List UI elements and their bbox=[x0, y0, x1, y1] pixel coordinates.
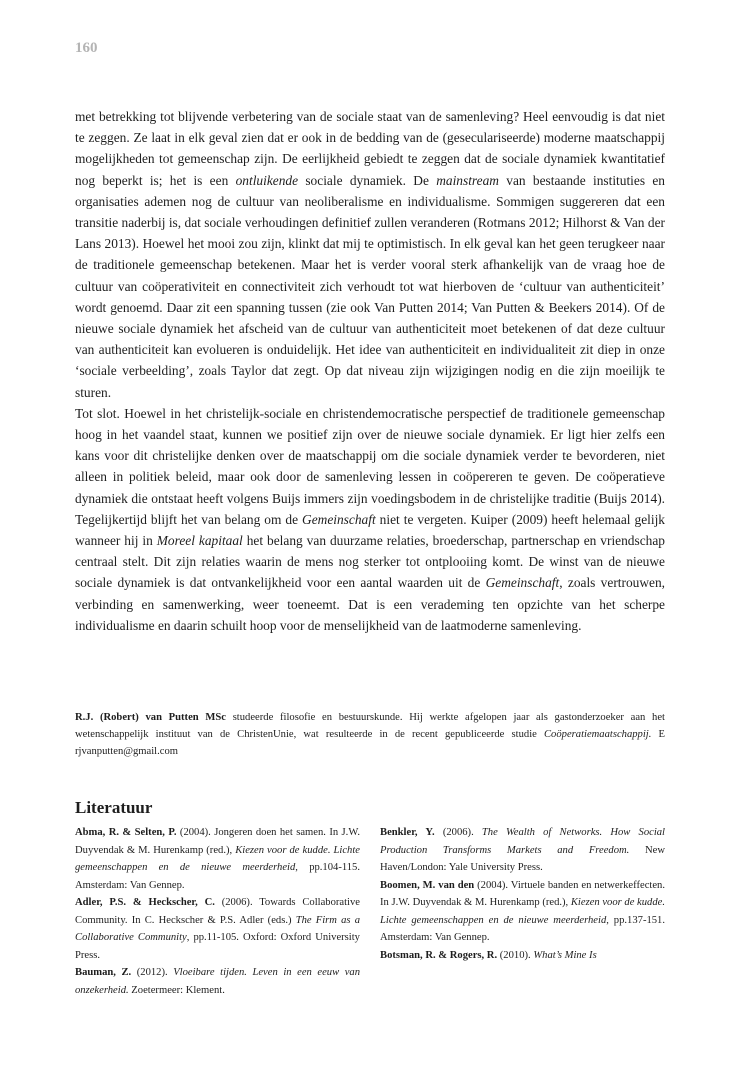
paragraph bbox=[75, 403, 665, 636]
text-run: sociale dynamiek. De bbox=[298, 172, 437, 188]
italic-text: Kiezen voor de kudde. Lichte gemeenschappen en de nieuwe meerderheid bbox=[75, 844, 360, 873]
bold-text: Abma, R. & Selten, P. bbox=[75, 827, 177, 838]
bold-text: Adler, P.S. & Heckscher, C. bbox=[75, 897, 215, 908]
bold-text: Bauman, Z. bbox=[75, 967, 132, 978]
italic-text: The Wealth of Networks. How Social Production Transforms Markets and Freedom. bbox=[380, 827, 665, 856]
text-run: Tot slot. Hoewel in het christelijk-sociale en christendemocratische perspectief de traditionele gemeenschap hoog in het vaandel staat, kunnen we positief zijn over de nieuwe sociale dynamiek. Er ligt hier zelfs een kans voor dit christelijke denken over de maatschappij om die sociale dynamiek verder te bevorderen, niet alleen in politiek beleid, maar ook door de samenleving lessen in coöpereren te geven. De coöperatieve dynamiek die ontstaat heeft volgens Buijs immers zijn voedingsbodem in de christelijke traditie (Buijs 2014). Tegelijkertijd blijft het van belang om de bbox=[75, 405, 665, 527]
reference-item bbox=[380, 947, 665, 965]
italic-text: Vloeibare tijden. Leven in een eeuw van onzekerheid. bbox=[75, 967, 360, 996]
reference-item bbox=[75, 894, 360, 964]
text-run: , pp.137-151. Amsterdam: Van Gennep. bbox=[380, 914, 666, 943]
paragraph bbox=[75, 106, 665, 403]
text-run: (2006). bbox=[434, 827, 482, 838]
italic-text: Moreel kapitaal bbox=[156, 533, 243, 549]
text-run: niet te vergeten. Kuiper (2009) heeft helemaal gelijk wanneer hij in bbox=[75, 511, 665, 549]
reference-list bbox=[75, 824, 665, 999]
text-run: , zoals vertrouwen, verbinding en samenwerking, weer toeneemt. Dat is een verademing ten opzichte van het scherpe individualisme en daarin schuilt hoop voor de menselijkheid van de laatmoderne samenleving. bbox=[75, 575, 666, 633]
text-run: studeerde filosofie en bestuurskunde. Hij werkte afgelopen jaar als gastonderzoeker aan het wetenschappelijk instituut van de ChristenUnie, wat resulteerde in de recent gepubliceerde studie bbox=[75, 712, 665, 740]
body-text bbox=[75, 106, 665, 636]
bold-text: Benkler, Y. bbox=[380, 827, 435, 838]
reference-item bbox=[75, 964, 360, 999]
page-number: 160 bbox=[75, 40, 98, 56]
italic-text: What’s Mine Is bbox=[533, 949, 597, 961]
reference-item bbox=[380, 877, 665, 947]
author-bio bbox=[75, 710, 665, 760]
text-run: , pp.11-105. Oxford: Oxford University Press. bbox=[75, 932, 360, 961]
bold-text: Boomen, M. van den bbox=[380, 879, 475, 891]
italic-text: Gemeinschaft bbox=[302, 511, 376, 527]
italic-text: ontluikende bbox=[235, 172, 299, 188]
literature-heading: Literatuur bbox=[75, 798, 153, 817]
bold-text: R.J. (Robert) van Putten MSc bbox=[75, 712, 226, 723]
italic-text: Kiezen voor de kudde. Lichte gemeenschappen en de nieuwe meerderheid bbox=[380, 897, 666, 926]
text-run: (2006). Towards Collaborative Community. In C. Heckscher & P.S. Adler (eds.) bbox=[75, 897, 360, 926]
text-run: (2004). Virtuele banden en netwerkeffecten. In J.W. Duyvendak & M. Hurenkamp (red.), bbox=[380, 879, 665, 908]
reference-item bbox=[380, 824, 665, 877]
text-run: (2004). Jongeren doen het samen. In J.W. Duyvendak & M. Hurenkamp (red.), bbox=[75, 827, 360, 856]
bold-text: Botsman, R. & Rogers, R. bbox=[380, 949, 498, 961]
italic-text: mainstream bbox=[436, 172, 499, 188]
reference-item bbox=[75, 824, 360, 894]
text-run: met betrekking tot blijvende verbetering van de sociale staat van de samenleving? Heel eenvoudig is dat niet te zeggen. Ze laat in elk geval zien dat er ook in de bedding van de (geseculariseerde) moderne maatschappij mogelijkheden tot gemeenschap zijn. De eerlijkheid gebiedt te zeggen dat de sociale dynamiek kwantitatief nog beperkt is; het is een bbox=[75, 109, 665, 188]
text-run: het belang van duurzame relaties, broederschap, partnerschap en vriendschap centraal stelt. Dit zijn relaties waarin de mens nog sterker tot ontplooiing komt. De winst van de nieuwe sociale dynamiek is dat ontvankelijkheid voor een aantal waarden uit de bbox=[75, 533, 665, 591]
text-run: E rjvanputten@gmail.com bbox=[75, 728, 666, 757]
text-run: , pp.104-115. Amsterdam: Van Gennep. bbox=[75, 862, 360, 891]
text-run: New Haven/London: Yale University Press. bbox=[380, 844, 665, 873]
italic-text: Coöperatiemaatschappij. bbox=[543, 728, 652, 740]
text-run: van bestaande instituties en organisaties ademen nog de cultuur van neoliberalisme en individualisme. Sommigen suggereren dat een transitie naderbij is, dat sociale verhoudingen definitief zullen veranderen (Rotmans 2012; Hilhorst & Van der Lans 2013). Hoewel het mooi zou zijn, klinkt dat mij te optimistisch. In elk geval kan het geen terugkeer naar de traditionele gemeenschap betekenen. Maar het is verder vooral sterk afhankelijk van de vraag hoe de cultuur van coöperativiteit en connectiviteit zich verhoudt tot wat hierboven de ‘cultuur van authenticiteit’ wordt genoemd. Daar zit een spanning tussen (zie ook Van Putten 2014; Van Putten & Beekers 2014). Of de nieuwe sociale dynamiek het afscheid van de cultuur van authenticiteit moet betekenen of dat deze cultuur van authenticiteit kan evolueren is onduidelijk. Het idee van authenticiteit en individualiteit zit diep in onze ‘sociale verbeelding’, zoals Taylor dat zegt. Op dat niveau zijn wijzigingen nodig en die zijn moeilijk te sturen. bbox=[75, 172, 665, 400]
italic-text: Gemeinschaft bbox=[485, 575, 560, 591]
text-run: Zoetermeer: Klement. bbox=[128, 984, 225, 996]
italic-text: The Firm as a Collaborative Community bbox=[75, 914, 360, 943]
text-run: (2012). bbox=[131, 967, 174, 978]
text-run: (2010). bbox=[497, 949, 534, 961]
